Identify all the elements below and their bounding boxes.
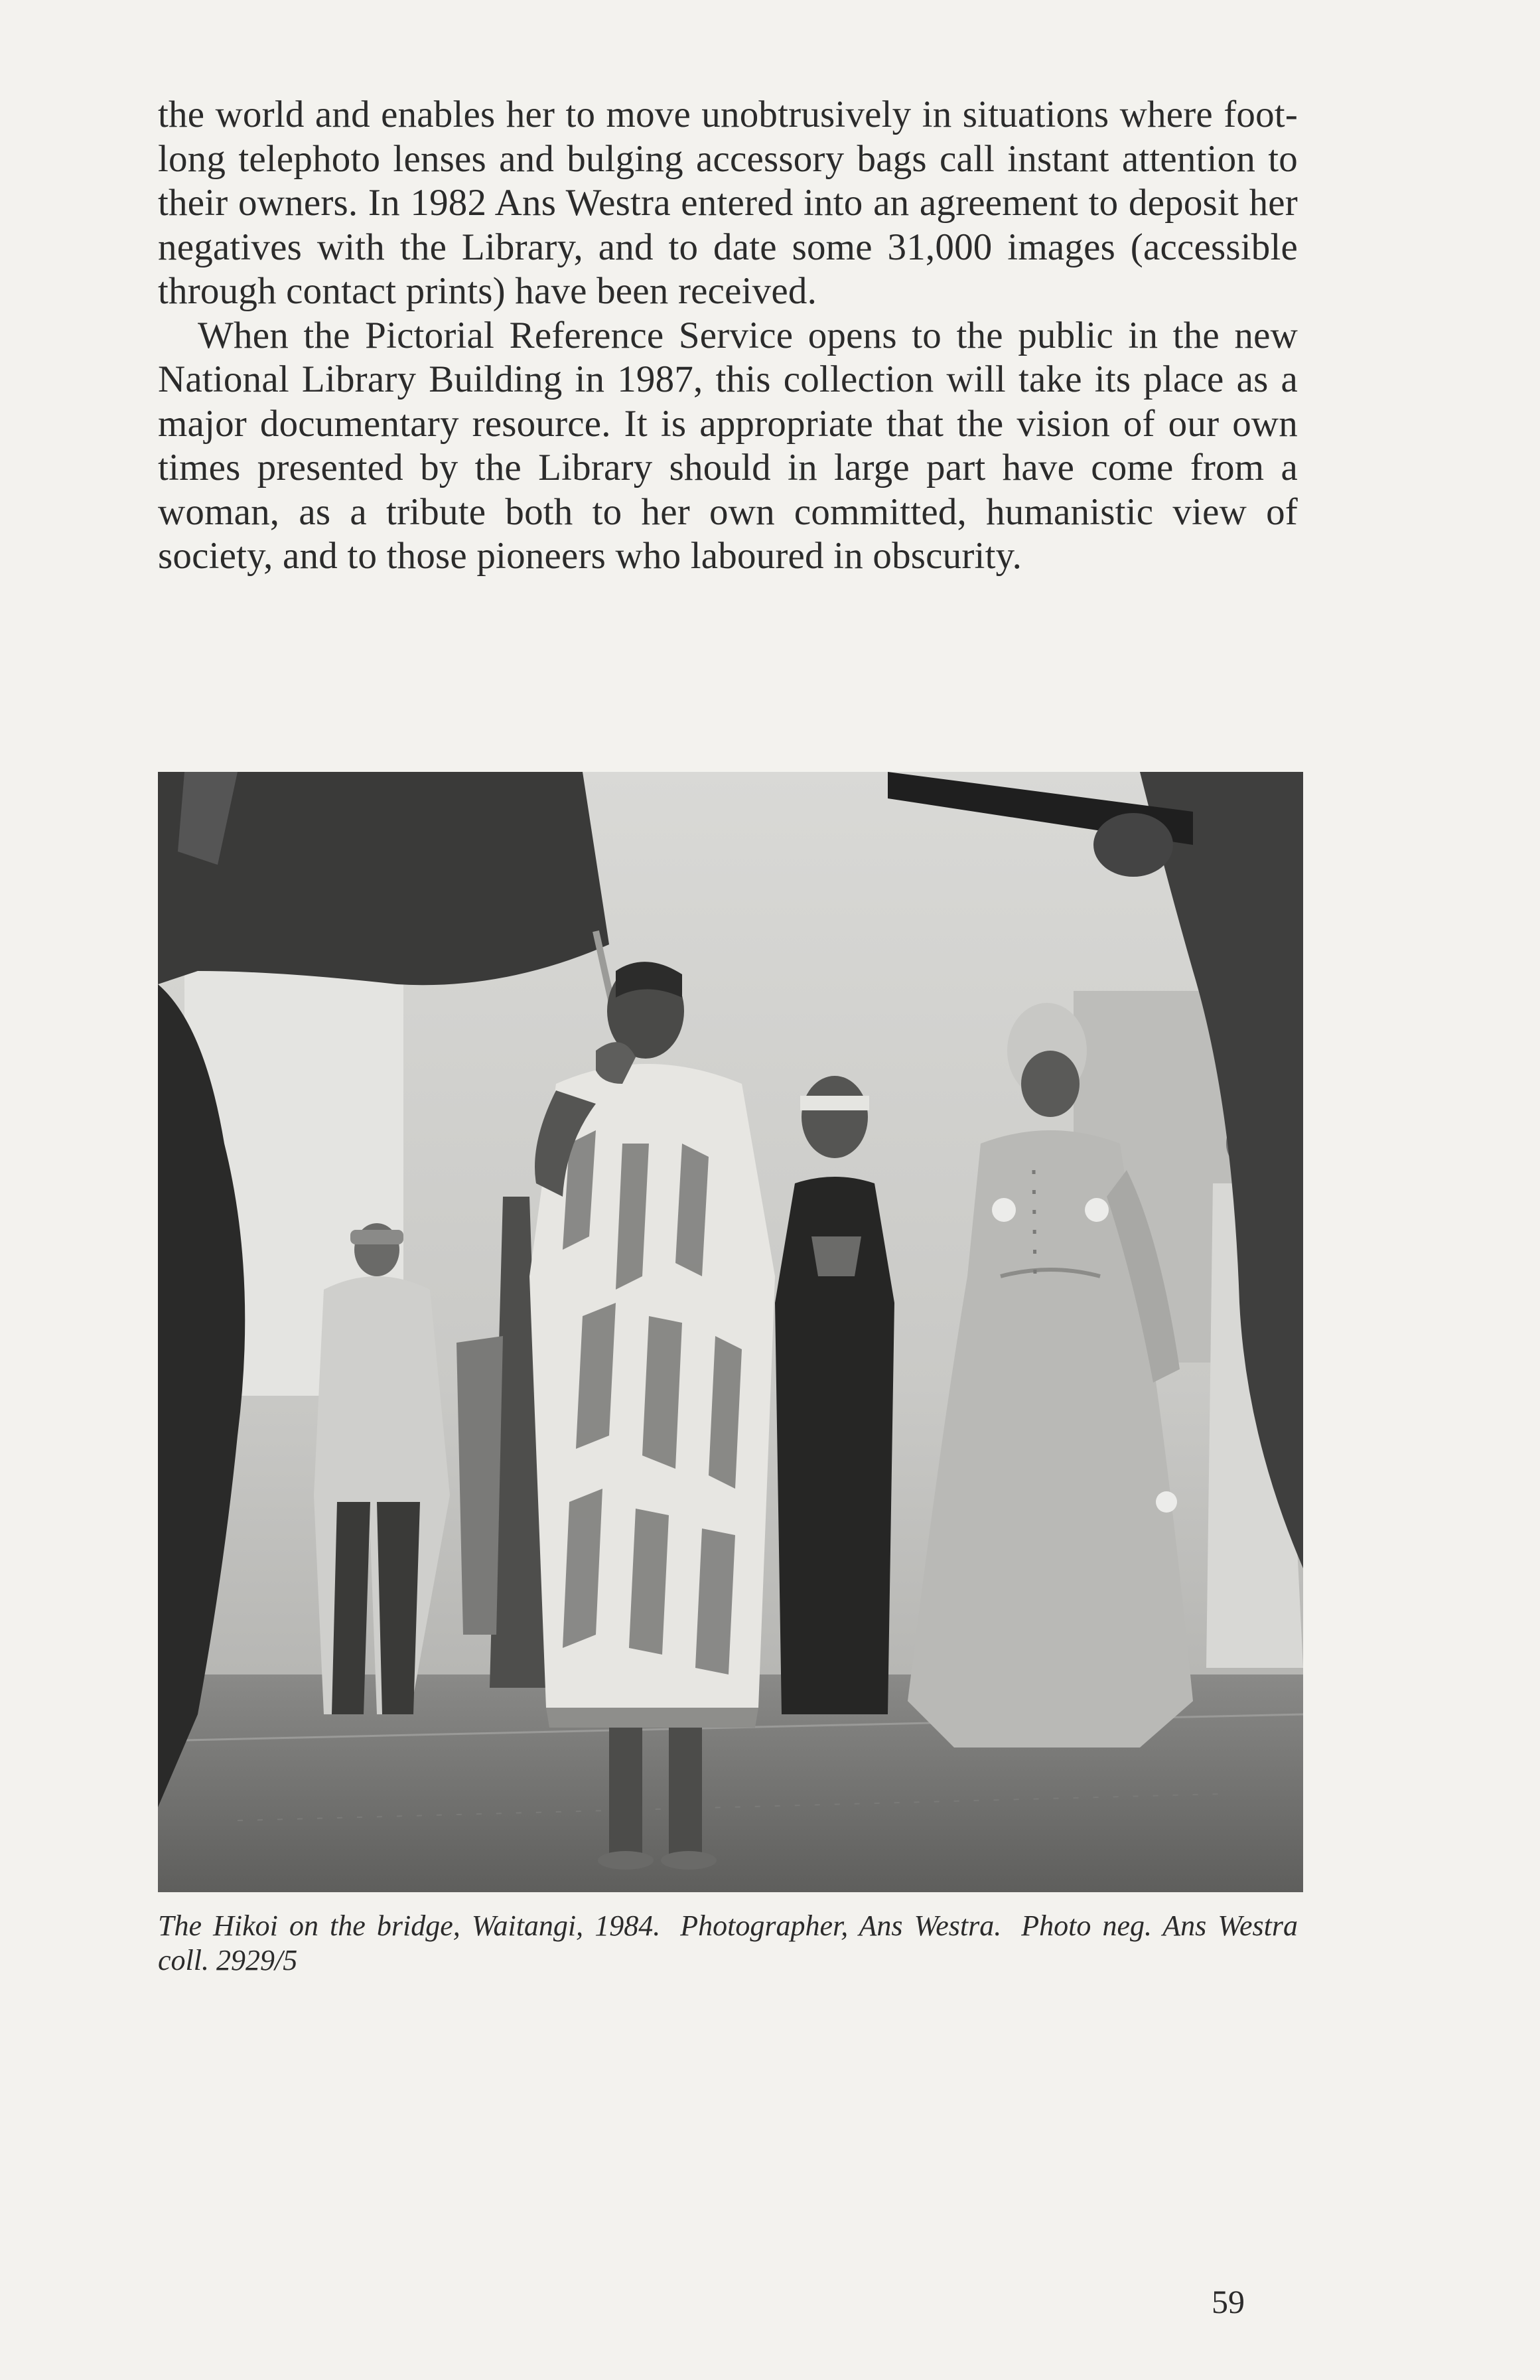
page-number: 59: [1212, 2283, 1245, 2320]
paragraph-1: the world and enables her to move unobtrusively in situations where foot-long telephoto lenses and bulging accessory bags call instant attention to their owners. In 1982 Ans Westra entered into an agreement to deposit her negatives with the Library, and to date some 31,000 images (accessible through contact prints) have been received.: [158, 94, 1298, 312]
body-text: [158, 93, 1298, 579]
photo-illustration: [158, 772, 1303, 1892]
caption-photographer: Photographer, Ans Westra.: [680, 1909, 1002, 1942]
paragraph-2: When the Pictorial Reference Service opens to the public in the new National Library Building in 1987, this collection will take its place as a major documentary resource. It is appropriate that the vision of our own times presented by the Library should in large part have come from a woman, as a tribute both to her own committed, humanistic view of society, and to those pioneers who laboured in obscurity.: [158, 314, 1298, 577]
caption-reference: Photo neg. Ans Westra coll. 2929/5: [158, 1909, 1298, 1976]
caption-title: The Hikoi on the bridge, Waitangi, 1984.: [158, 1909, 661, 1942]
photo-caption: [158, 1909, 1298, 1978]
hikoi-photograph: [158, 772, 1303, 1892]
